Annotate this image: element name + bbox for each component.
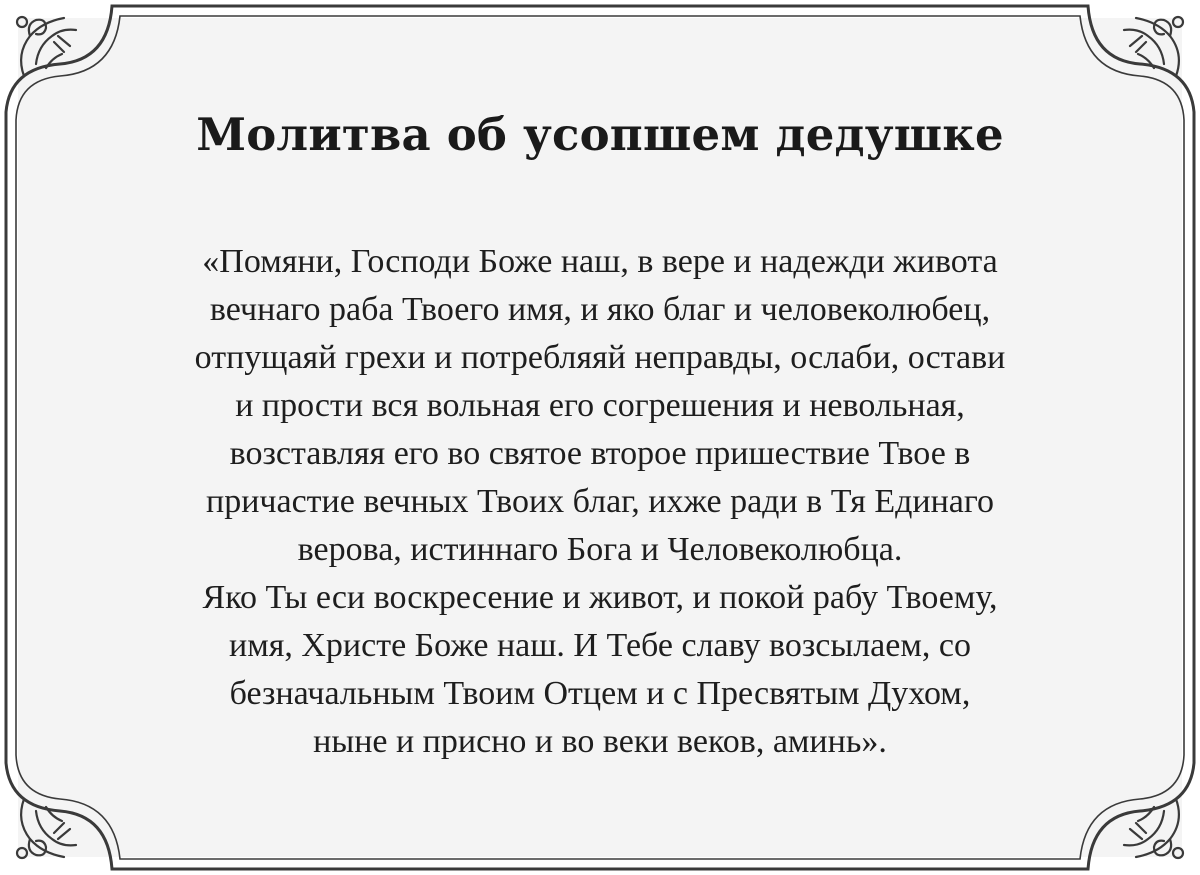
prayer-line: вечнаго раба Твоего имя, и яко благ и человеколюбец,: [209, 291, 991, 328]
prayer-line: ныне и присно и во веки веков, аминь».: [313, 723, 887, 760]
prayer-line: отпущаяй грехи и потребляяй неправды, ослаби, остави: [194, 339, 1006, 376]
prayer-line: имя, Христе Боже наш. И Тебе славу возсылаем, со: [229, 627, 971, 664]
prayer-line: «Помяни, Господи Боже наш, в вере и надежди живота: [202, 243, 998, 280]
prayer-line: Яко Ты еси воскресение и живот, и покой рабу Твоему,: [202, 579, 998, 616]
prayer-text: [100, 238, 1100, 766]
corner-ornament-icon: [6, 789, 86, 869]
prayer-line: и прости вся вольная его согрешения и невольная,: [235, 387, 965, 424]
prayer-line: верова, истиннаго Бога и Человеколюбца.: [297, 531, 903, 568]
corner-ornament-icon: [1114, 789, 1194, 869]
prayer-line: безначальным Твоим Отцем и с Пресвятым Духом,: [229, 675, 971, 712]
corner-ornament-icon: [6, 6, 86, 86]
prayer-line: причастие вечных Твоих благ, ихже ради в Тя Единаго: [206, 483, 994, 520]
corner-ornament-icon: [1114, 6, 1194, 86]
page-title: Молитва об усопшем дедушке: [196, 108, 1004, 161]
prayer-line: возставляя его во святое второе пришествие Твое в: [229, 435, 971, 472]
